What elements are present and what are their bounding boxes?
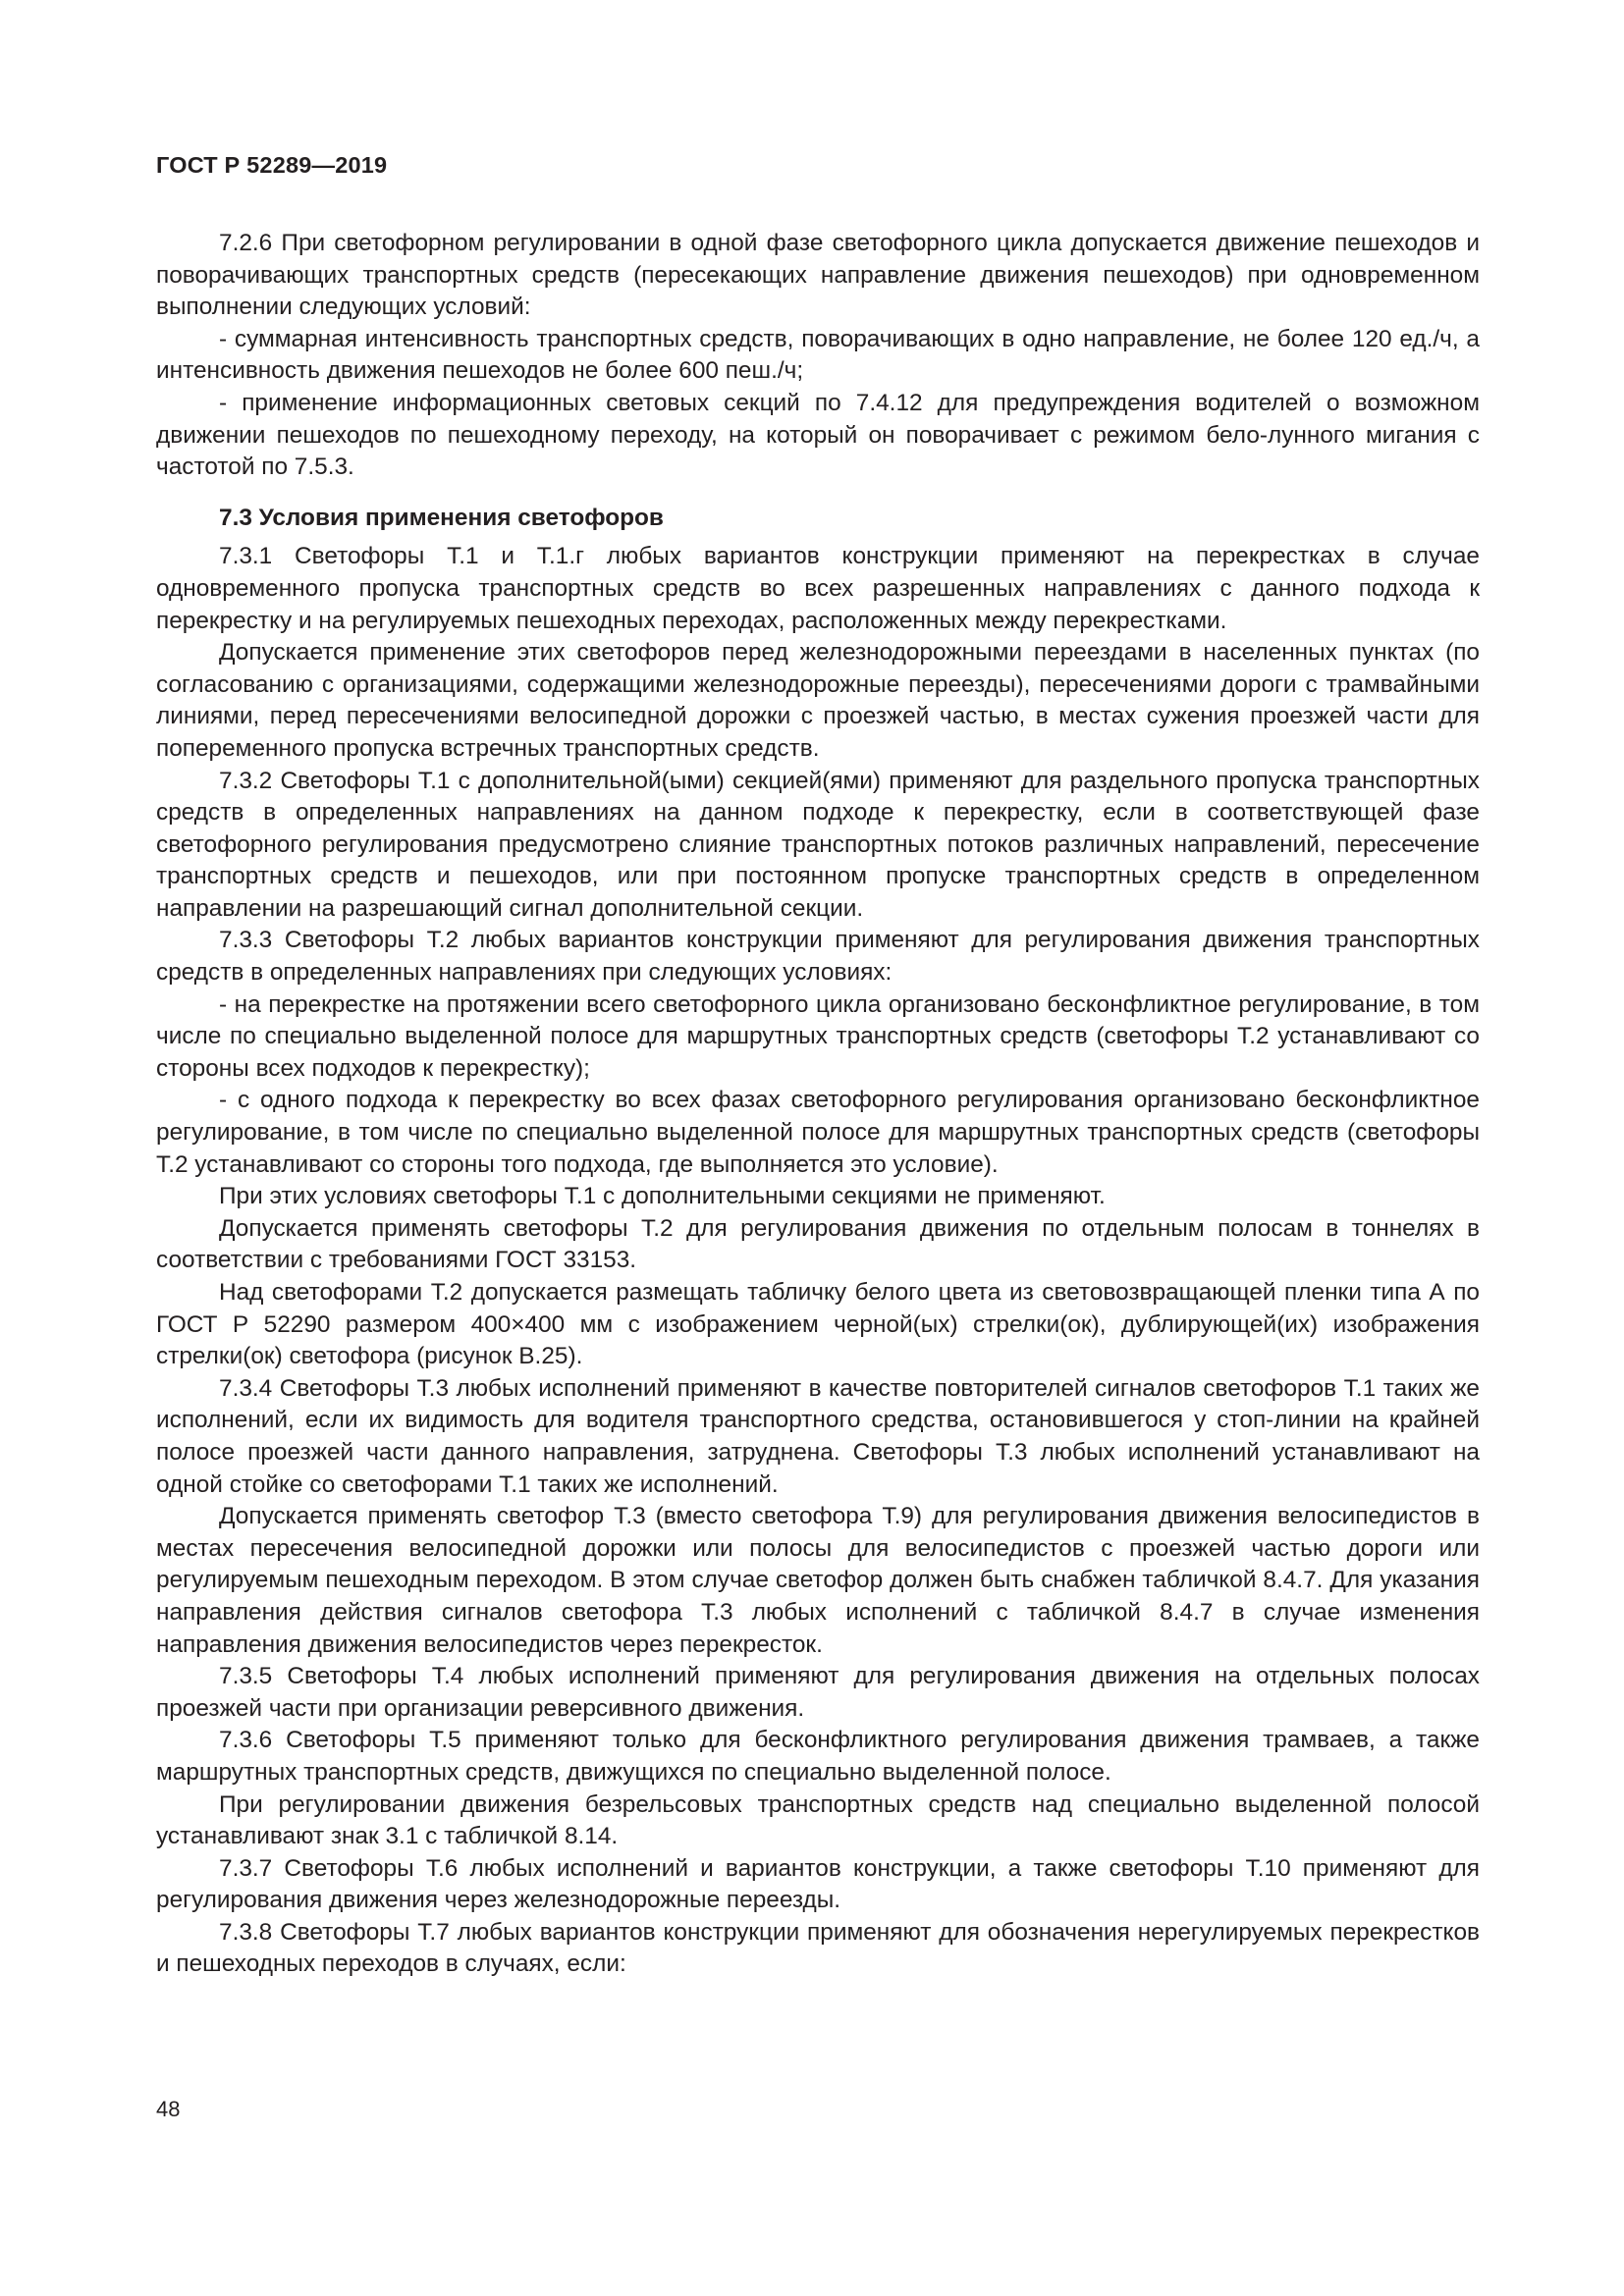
paragraph-7-3-3-plate: Над светофорами Т.2 допускается размещать табличку белого цвета из световозвращающей пленки типа А по ГОСТ Р 52290 размером 400×400 мм с изображением черной(ых) стрелки(ок), дублирующей(их) изображения стрелки(ок) светофора (рисунок В.25). — [156, 1279, 1480, 1370]
list-item-conflict-free-approach: - с одного подхода к перекрестку во всех фазах светофорного регулирования организовано бесконфликтное регулирование, в том числе по специально выделенной полосе для маршрутных транспортных средств (светофоры Т.2 устанавливают со стороны того подхода, где выполняется это условие). — [156, 1087, 1480, 1178]
paragraph-7-3-3: 7.3.3 Светофоры Т.2 любых вариантов конструкции применяют для регулирования движения транспортных средств в определенных направлениях при следующих условиях: — [156, 927, 1480, 987]
paragraph-7-3-2: 7.3.2 Светофоры Т.1 с дополнительной(ыми) секцией(ями) применяют для раздельного пропуска транспортных средств в определенных направлениях на данном подходе к перекрестку, если в соответствующей фазе светофорного регулирования предусмотрено слияние транспортных потоков различных направлений, пересечение транспортных средств и пешеходов, или при постоянном пропуске транспортных средств в определенном направлении на разрешающий сигнал дополнительной секции. — [156, 767, 1480, 922]
list-item-conflict-free-cycle: - на перекрестке на протяжении всего светофорного цикла организовано бесконфликтное регулирование, в том числе по специально выделенной полосе для маршрутных транспортных средств (светофоры Т.2 устанавливают со стороны всех подходов к перекрестку); — [156, 990, 1480, 1082]
paragraph-7-3-6: 7.3.6 Светофоры Т.5 применяют только для бесконфликтного регулирования движения трамваев, а также маршрутных транспортных средств, движущихся по специально выделенной полосе. — [156, 1727, 1480, 1786]
paragraph-7-3-4: 7.3.4 Светофоры Т.3 любых исполнений применяют в качестве повторителей сигналов светофоров Т.1 таких же исполнений, если их видимость для водителя транспортного средства, остановившегося у стоп-линии на крайней полосе проезжей части данного направления, затруднена. Светофоры Т.3 любых исполнений устанавливают на одной стойке со светофорами Т.1 таких же исполнений. — [156, 1374, 1480, 1498]
document-header: ГОСТ Р 52289—2019 — [156, 152, 388, 178]
paragraph-7-3-1: 7.3.1 Светофоры Т.1 и Т.1.г любых вариантов конструкции применяют на перекрестках в случае одновременного пропуска транспортных средств во всех разрешенных направлениях с данного подхода к перекрестку и на регулируемых пешеходных переходах, расположенных между перекрестками. — [156, 543, 1480, 634]
paragraph-7-3-1-allowed: Допускается применение этих светофоров перед железнодорожными переездами в населенных пунктах (по согласованию с организациями, содержащими железнодорожные переезды), пересечениями дороги с трамвайными линиями, перед пересечениями велосипедной дорожки с проезжей частью, в местах сужения проезжей части для попеременного пропуска встречных транспортных средств. — [156, 639, 1480, 762]
section-heading-7-3: 7.3 Условия применения светофоров — [219, 504, 664, 531]
paragraph-7-3-8: 7.3.8 Светофоры Т.7 любых вариантов конструкции применяют для обозначения нерегулируемых перекрестков и пешеходных переходов в случаях, если: — [156, 1918, 1480, 1978]
paragraph-7-2-6: 7.2.6 При светофорном регулировании в одной фазе светофорного цикла допускается движение пешеходов и поворачивающих транспортных средств (пересекающих направление движения пешеходов) при одновременном выполнении следующих условий: — [156, 230, 1480, 321]
paragraph-7-3-5: 7.3.5 Светофоры Т.4 любых исполнений применяют для регулирования движения на отдельных полосах проезжей части при организации реверсивного движения. — [156, 1663, 1480, 1722]
paragraph-7-3-7: 7.3.7 Светофоры Т.6 любых исполнений и вариантов конструкции, а также светофоры Т.10 применяют для регулирования движения через железнодорожные переезды. — [156, 1854, 1480, 1914]
list-item-intensity: - суммарная интенсивность транспортных средств, поворачивающих в одно направление, не более 120 ед./ч, а интенсивность движения пешеходов не более 600 пеш./ч; — [156, 325, 1480, 385]
paragraph-7-3-3-tunnels: Допускается применять светофоры Т.2 для регулирования движения по отдельным полосам в тоннелях в соответствии с требованиями ГОСТ 33153. — [156, 1214, 1480, 1274]
paragraph-7-3-4-cyclists: Допускается применять светофор Т.3 (вместо светофора Т.9) для регулирования движения велосипедистов в местах пересечения велосипедной дорожки или полосы для велосипедистов с проезжей частью дороги или регулируемым пешеходным переходом. В этом случае светофор должен быть снабжен табличкой 8.4.7. Для указания направления действия сигналов светофора Т.3 любых исполнений с табличкой 8.4.7 в случае изменения направления движения велосипедистов через перекресток. — [156, 1503, 1480, 1658]
paragraph-7-3-6-sign: При регулировании движения безрельсовых транспортных средств над специально выделенной полосой устанавливают знак 3.1 с табличкой 8.14. — [156, 1790, 1480, 1850]
list-item-info-sections: - применение информационных световых секций по 7.4.12 для предупреждения водителей о возможном движении пешеходов по пешеходному переходу, на который он поворачивает с режимом бело-лунного мигания с частотой по 7.5.3. — [156, 389, 1480, 481]
document-body — [156, 228, 1480, 1981]
paragraph-7-3-3-note: При этих условиях светофоры Т.1 с дополнительными секциями не применяют. — [219, 1183, 1106, 1210]
page-number: 48 — [156, 2097, 181, 2121]
